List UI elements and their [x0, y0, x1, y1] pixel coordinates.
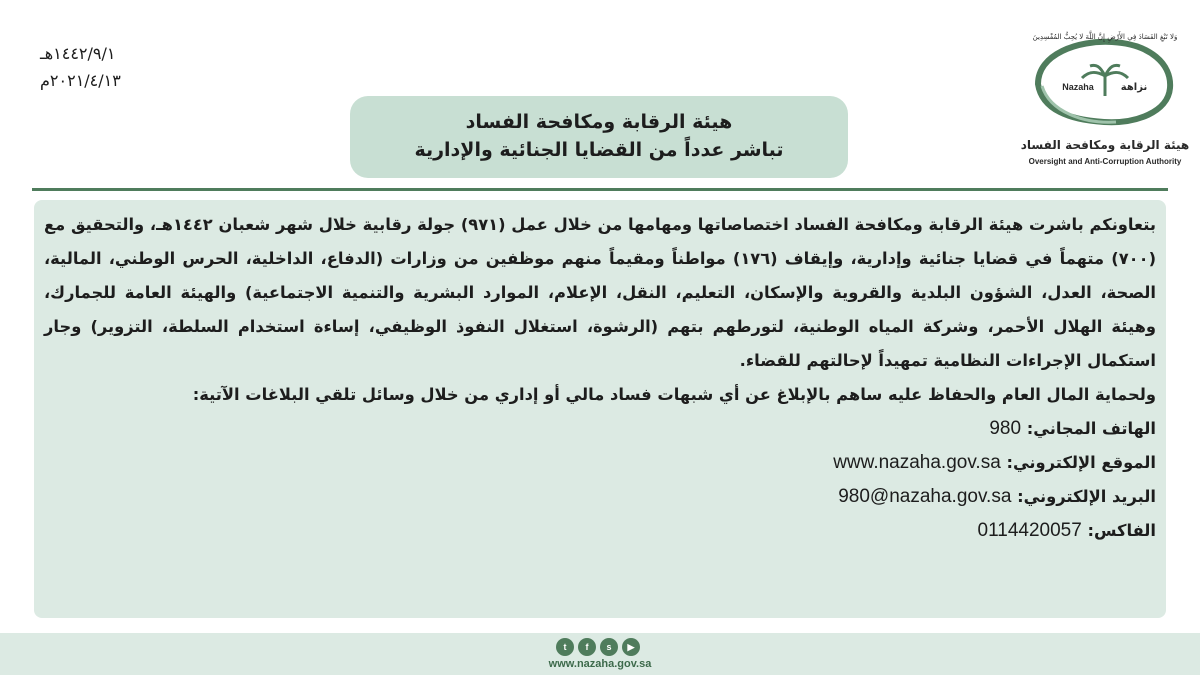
contact-fax-label: الفاكس:	[1087, 521, 1156, 540]
headline-title: هيئة الرقابة ومكافحة الفساد	[465, 111, 733, 133]
social-links	[556, 638, 656, 658]
divider	[32, 188, 1168, 191]
twitter-icon[interactable]: t	[556, 638, 574, 656]
contact-phone-label: الهاتف المجاني:	[1026, 419, 1156, 438]
contact-phone-value[interactable]: 980	[989, 418, 1022, 439]
statement-text	[44, 208, 1156, 548]
logo-name-en: Nazaha	[1062, 82, 1094, 92]
contact-website	[44, 446, 1156, 480]
gregorian-date: ٢٠٢١/٤/١٣م	[40, 71, 121, 90]
youtube-icon[interactable]: ▶	[622, 638, 640, 656]
nazaha-logo	[1020, 26, 1190, 176]
statement-box	[34, 200, 1166, 618]
logo-motto: وَلا تَبْغِ الفَسَادَ فِي الأَرْضِ إِنَّ اللَّهَ لا يُحِبُّ المُفْسِدِينَ	[1032, 33, 1178, 41]
snapchat-icon[interactable]: s	[600, 638, 618, 656]
contact-website-label: الموقع الإلكتروني:	[1006, 453, 1156, 472]
contact-fax-value: 0114420057	[977, 520, 1082, 541]
headline-subtitle: تباشر عدداً من القضايا الجنائية والإدارية	[414, 139, 784, 161]
contact-email-label: البريد الإلكتروني:	[1017, 487, 1156, 506]
nazaha-emblem-icon	[1020, 26, 1190, 136]
headline-box	[350, 96, 848, 178]
contact-website-value[interactable]: www.nazaha.gov.sa	[833, 452, 1001, 473]
footer-url[interactable]: www.nazaha.gov.sa	[548, 658, 652, 670]
hijri-date: ١٤٤٢/٩/١هـ	[40, 44, 116, 63]
logo-name-ar: نزاهة	[1120, 82, 1148, 93]
authority-name-ar: هيئة الرقابة ومكافحة الفساد	[1020, 138, 1190, 152]
facebook-icon[interactable]: f	[578, 638, 596, 656]
date-block	[40, 40, 150, 94]
contact-email	[44, 480, 1156, 514]
contact-phone	[44, 412, 1156, 446]
contact-email-value[interactable]: 980@nazaha.gov.sa	[838, 486, 1012, 507]
statement-paragraph-1: بتعاونكم باشرت هيئة الرقابة ومكافحة الفساد اختصاصاتها ومهامها من خلال عمل (٩٧١) جولة رقابية خلال شهر شعبان ١٤٤٢هـ، والتحقيق مع (٧٠٠) متهماً في قضايا جنائية وإدارية، وإيقاف (١٧٦) مواطناً ومقيماً منهم موظفين من وزارات (الدفاع، الداخلية، الحرس الوطني، المالية، الصحة، العدل، الشؤون البلدية والقروية والإسكان، التعليم، النقل، الإعلام، الموارد البشرية والتنمية الاجتماعية) والهيئة العامة للجمارك، وهيئة الهلال الأحمر، وشركة المياه الوطنية، لتورطهم بتهم (الرشوة، استغلال النفوذ الوظيفي، إساءة استخدام السلطة، التزوير) وجار استكمال الإجراءات النظامية تمهيداً لإحالتهم للقضاء.	[44, 215, 1157, 370]
statement-paragraph-2: ولحماية المال العام والحفاظ عليه ساهم بالإبلاغ عن أي شبهات فساد مالي أو إداري من خلال وسائل تلقي البلاغات الآتية:	[192, 385, 1156, 404]
authority-name-en: Oversight and Anti-Corruption Authority	[1028, 157, 1182, 166]
contact-fax	[44, 514, 1156, 548]
